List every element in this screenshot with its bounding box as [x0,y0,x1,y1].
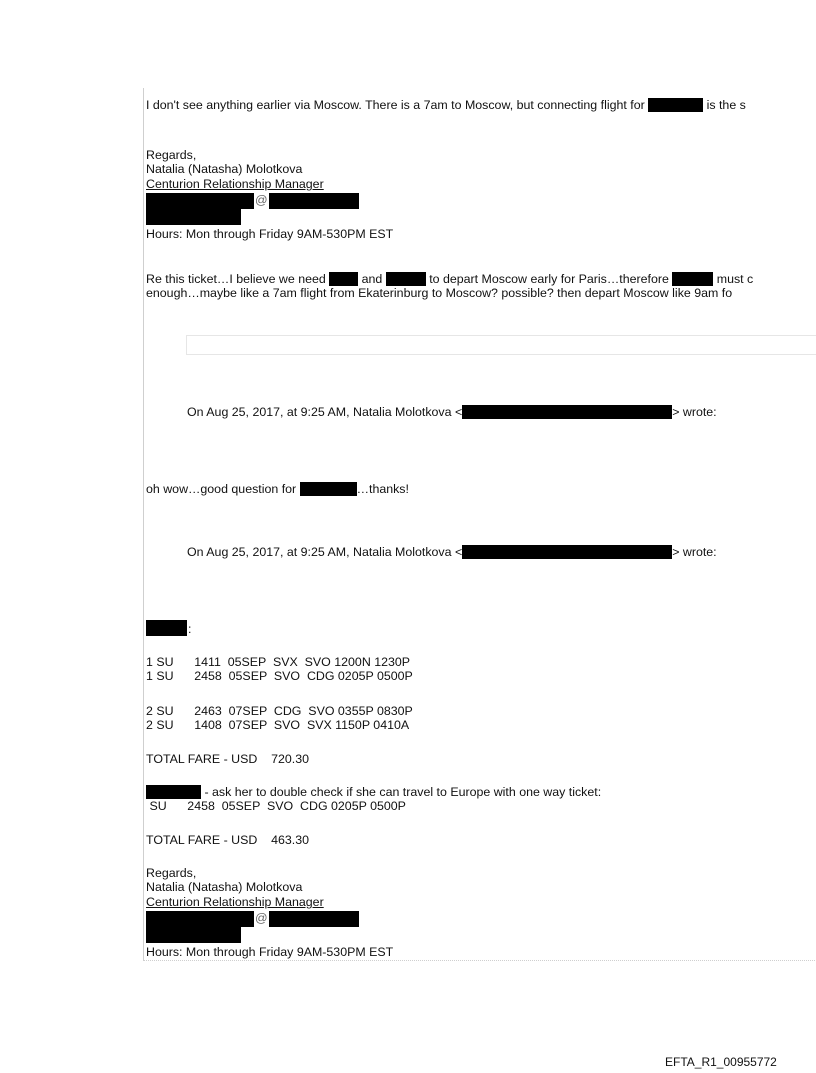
itinerary-line: 2 SU 1408 07SEP SVO SVX 1150P 0410A [146,718,410,732]
quote-divider-box [186,335,816,355]
sig2-hours: Hours: Mon through Friday 9AM-530PM EST [146,945,394,959]
redaction [146,209,241,225]
email-thread-frame [143,88,816,961]
oneway-itinerary: SU 2458 05SEP SVO CDG 0205P 0500P [146,799,406,813]
total-fare-2: TOTAL FARE - USD 463.30 [146,833,309,847]
sig1-regards: Regards, [146,148,197,162]
redaction [462,545,672,559]
quote-header-2: On Aug 25, 2017, at 9:25 AM, Natalia Molotkova < > wrote: [187,545,717,559]
redaction [146,193,254,209]
sig2-regards: Regards, [146,866,197,880]
redaction [146,927,241,943]
sig2-title: Centurion Relationship Manager [146,895,324,909]
redaction [300,482,357,496]
redaction [672,272,713,286]
redaction [146,785,201,799]
itinerary-line: 1 SU 1411 05SEP SVX SVO 1200N 1230P [146,655,411,669]
reply-line-1: I don't see anything earlier via Moscow. There is a 7am to Moscow, but connecting flight for is the s [146,98,746,112]
re-line-1: Re this ticket…I believe we need and to depart Moscow early for Paris…therefore must c [146,272,754,286]
document-id: EFTA_R1_00955772 [665,1055,777,1069]
oh-wow-line: oh wow…good question for …thanks! [146,482,409,496]
sig2-at: @ [255,911,268,925]
salutation-colon: : [188,622,192,636]
redaction [269,193,359,209]
redaction [386,272,426,286]
redaction [269,911,359,927]
sig1-title: Centurion Relationship Manager [146,177,324,191]
itinerary-line: 2 SU 2463 07SEP CDG SVO 0355P 0830P [146,704,413,718]
redaction [329,272,358,286]
redaction [146,911,254,927]
sig2-name: Natalia (Natasha) Molotkova [146,880,303,894]
quote-header-1: On Aug 25, 2017, at 9:25 AM, Natalia Molotkova < > wrote: [187,405,717,419]
redaction [146,620,187,636]
redaction [462,405,672,419]
sig1-hours: Hours: Mon through Friday 9AM-530PM EST [146,227,394,241]
total-fare-1: TOTAL FARE - USD 720.30 [146,752,309,766]
re-line-2: enough…maybe like a 7am flight from Ekaterinburg to Moscow? possible? then depart Moscow like 9am fo [146,286,733,300]
itinerary-line: 1 SU 2458 05SEP SVO CDG 0205P 0500P [146,669,413,683]
ask-line: - ask her to double check if she can travel to Europe with one way ticket: [146,785,601,799]
sig1-name: Natalia (Natasha) Molotkova [146,162,303,176]
sig1-at: @ [255,193,268,207]
redaction [648,98,703,112]
